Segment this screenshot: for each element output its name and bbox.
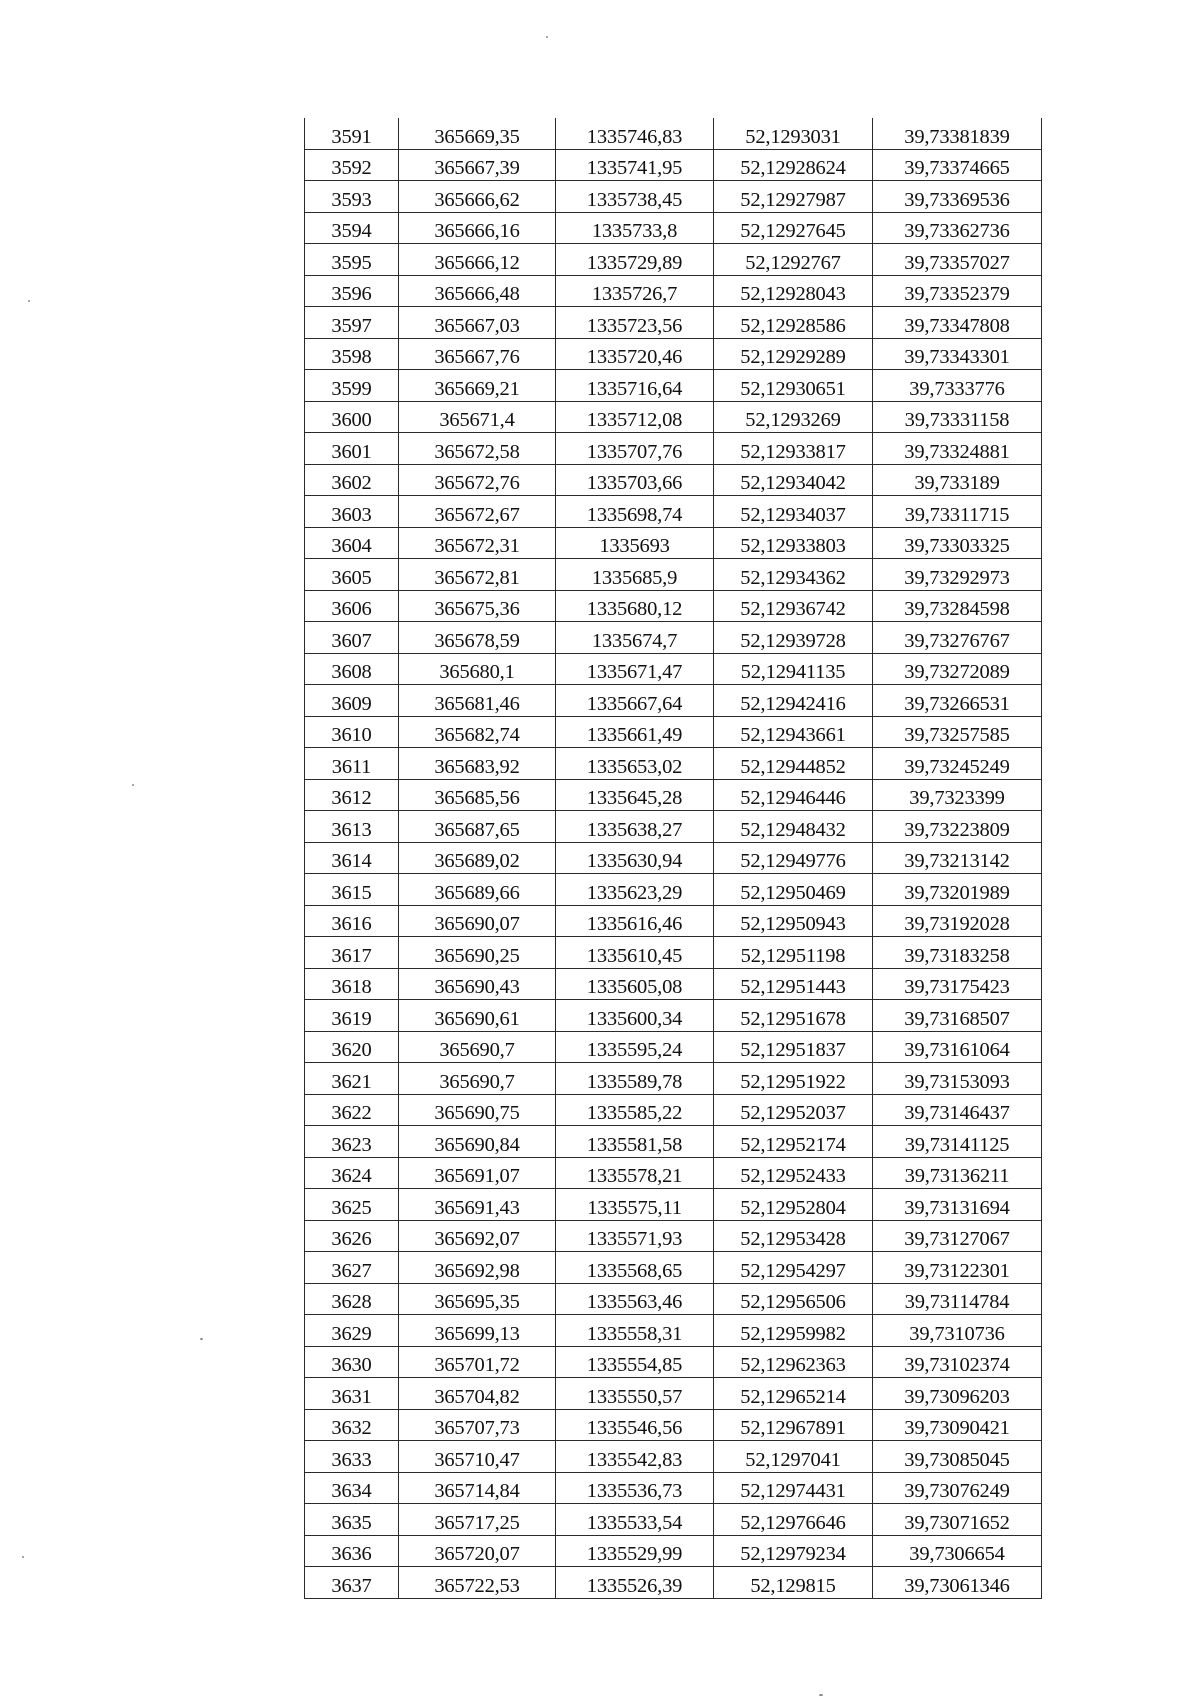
y-coordinate-cell: 1335674,7 (556, 622, 714, 654)
latitude-cell: 52,1293269 (714, 401, 873, 433)
point-number-cell: 3611 (305, 748, 399, 780)
table-row (305, 1252, 1042, 1284)
longitude-cell: 39,73357027 (873, 244, 1042, 276)
y-coordinate-cell: 1335741,95 (556, 149, 714, 181)
longitude-cell: 39,73127067 (873, 1220, 1042, 1252)
coordinate-table (304, 118, 1042, 1599)
point-number-cell: 3601 (305, 433, 399, 465)
x-coordinate-cell: 365714,84 (399, 1472, 556, 1504)
table-row (305, 905, 1042, 937)
longitude-cell: 39,7306654 (873, 1535, 1042, 1567)
table-row (305, 1315, 1042, 1347)
point-number-cell: 3631 (305, 1378, 399, 1410)
x-coordinate-cell: 365690,07 (399, 905, 556, 937)
y-coordinate-cell: 1335536,73 (556, 1472, 714, 1504)
y-coordinate-cell: 1335680,12 (556, 590, 714, 622)
x-coordinate-cell: 365680,1 (399, 653, 556, 685)
latitude-cell: 52,12941135 (714, 653, 873, 685)
point-number-cell: 3613 (305, 811, 399, 843)
y-coordinate-cell: 1335600,34 (556, 1000, 714, 1032)
table-row (305, 1283, 1042, 1315)
y-coordinate-cell: 1335595,24 (556, 1031, 714, 1063)
table-row (305, 622, 1042, 654)
x-coordinate-cell: 365666,16 (399, 212, 556, 244)
longitude-cell: 39,73284598 (873, 590, 1042, 622)
x-coordinate-cell: 365720,07 (399, 1535, 556, 1567)
table-row (305, 275, 1042, 307)
longitude-cell: 39,73374665 (873, 149, 1042, 181)
y-coordinate-cell: 1335693 (556, 527, 714, 559)
point-number-cell: 3597 (305, 307, 399, 339)
longitude-cell: 39,73090421 (873, 1409, 1042, 1441)
y-coordinate-cell: 1335554,85 (556, 1346, 714, 1378)
x-coordinate-cell: 365675,36 (399, 590, 556, 622)
latitude-cell: 52,12927987 (714, 181, 873, 213)
x-coordinate-cell: 365687,65 (399, 811, 556, 843)
y-coordinate-cell: 1335578,21 (556, 1157, 714, 1189)
latitude-cell: 52,12976646 (714, 1504, 873, 1536)
point-number-cell: 3629 (305, 1315, 399, 1347)
table-row (305, 1378, 1042, 1410)
longitude-cell: 39,73352379 (873, 275, 1042, 307)
latitude-cell: 52,12928043 (714, 275, 873, 307)
longitude-cell: 39,73223809 (873, 811, 1042, 843)
latitude-cell: 52,12954297 (714, 1252, 873, 1284)
x-coordinate-cell: 365667,39 (399, 149, 556, 181)
latitude-cell: 52,12979234 (714, 1535, 873, 1567)
latitude-cell: 52,12951837 (714, 1031, 873, 1063)
point-number-cell: 3593 (305, 181, 399, 213)
scan-speck (132, 784, 134, 786)
y-coordinate-cell: 1335623,29 (556, 874, 714, 906)
latitude-cell: 52,12952804 (714, 1189, 873, 1221)
table-row (305, 244, 1042, 276)
point-number-cell: 3621 (305, 1063, 399, 1095)
latitude-cell: 52,12956506 (714, 1283, 873, 1315)
x-coordinate-cell: 365681,46 (399, 685, 556, 717)
point-number-cell: 3612 (305, 779, 399, 811)
longitude-cell: 39,73369536 (873, 181, 1042, 213)
x-coordinate-cell: 365672,76 (399, 464, 556, 496)
table-row (305, 1346, 1042, 1378)
y-coordinate-cell: 1335703,66 (556, 464, 714, 496)
table-row (305, 1126, 1042, 1158)
table-row (305, 433, 1042, 465)
y-coordinate-cell: 1335542,83 (556, 1441, 714, 1473)
point-number-cell: 3618 (305, 968, 399, 1000)
y-coordinate-cell: 1335610,45 (556, 937, 714, 969)
latitude-cell: 52,12948432 (714, 811, 873, 843)
latitude-cell: 52,12936742 (714, 590, 873, 622)
latitude-cell: 52,1292767 (714, 244, 873, 276)
x-coordinate-cell: 365690,75 (399, 1094, 556, 1126)
x-coordinate-cell: 365691,07 (399, 1157, 556, 1189)
longitude-cell: 39,73362736 (873, 212, 1042, 244)
table-row (305, 716, 1042, 748)
longitude-cell: 39,73146437 (873, 1094, 1042, 1126)
table-row (305, 968, 1042, 1000)
longitude-cell: 39,73096203 (873, 1378, 1042, 1410)
longitude-cell: 39,73102374 (873, 1346, 1042, 1378)
table-row (305, 1031, 1042, 1063)
y-coordinate-cell: 1335630,94 (556, 842, 714, 874)
table-row (305, 1567, 1042, 1599)
point-number-cell: 3600 (305, 401, 399, 433)
x-coordinate-cell: 365667,76 (399, 338, 556, 370)
x-coordinate-cell: 365671,4 (399, 401, 556, 433)
x-coordinate-cell: 365689,66 (399, 874, 556, 906)
table-row (305, 338, 1042, 370)
longitude-cell: 39,73192028 (873, 905, 1042, 937)
latitude-cell: 52,12952037 (714, 1094, 873, 1126)
longitude-cell: 39,73347808 (873, 307, 1042, 339)
x-coordinate-cell: 365682,74 (399, 716, 556, 748)
x-coordinate-cell: 365666,12 (399, 244, 556, 276)
scan-speck (546, 36, 548, 38)
latitude-cell: 52,12934037 (714, 496, 873, 528)
y-coordinate-cell: 1335733,8 (556, 212, 714, 244)
table-row (305, 1189, 1042, 1221)
latitude-cell: 52,12959982 (714, 1315, 873, 1347)
y-coordinate-cell: 1335716,64 (556, 370, 714, 402)
x-coordinate-cell: 365717,25 (399, 1504, 556, 1536)
longitude-cell: 39,73136211 (873, 1157, 1042, 1189)
longitude-cell: 39,7333776 (873, 370, 1042, 402)
x-coordinate-cell: 365669,35 (399, 118, 556, 149)
y-coordinate-cell: 1335685,9 (556, 559, 714, 591)
point-number-cell: 3606 (305, 590, 399, 622)
latitude-cell: 52,12930651 (714, 370, 873, 402)
x-coordinate-cell: 365704,82 (399, 1378, 556, 1410)
point-number-cell: 3626 (305, 1220, 399, 1252)
table-row (305, 811, 1042, 843)
latitude-cell: 52,12928624 (714, 149, 873, 181)
point-number-cell: 3610 (305, 716, 399, 748)
latitude-cell: 52,12949776 (714, 842, 873, 874)
latitude-cell: 52,12974431 (714, 1472, 873, 1504)
y-coordinate-cell: 1335568,65 (556, 1252, 714, 1284)
y-coordinate-cell: 1335581,58 (556, 1126, 714, 1158)
x-coordinate-cell: 365690,43 (399, 968, 556, 1000)
y-coordinate-cell: 1335712,08 (556, 401, 714, 433)
latitude-cell: 52,1297041 (714, 1441, 873, 1473)
x-coordinate-cell: 365689,02 (399, 842, 556, 874)
x-coordinate-cell: 365690,25 (399, 937, 556, 969)
x-coordinate-cell: 365672,31 (399, 527, 556, 559)
latitude-cell: 52,12943661 (714, 716, 873, 748)
x-coordinate-cell: 365690,7 (399, 1031, 556, 1063)
point-number-cell: 3617 (305, 937, 399, 969)
table-row (305, 685, 1042, 717)
table-row (305, 1504, 1042, 1536)
longitude-cell: 39,7323399 (873, 779, 1042, 811)
longitude-cell: 39,73114784 (873, 1283, 1042, 1315)
table-row (305, 1220, 1042, 1252)
table-row (305, 212, 1042, 244)
table-row (305, 527, 1042, 559)
point-number-cell: 3596 (305, 275, 399, 307)
point-number-cell: 3623 (305, 1126, 399, 1158)
point-number-cell: 3591 (305, 118, 399, 149)
point-number-cell: 3603 (305, 496, 399, 528)
longitude-cell: 39,73161064 (873, 1031, 1042, 1063)
x-coordinate-cell: 365692,98 (399, 1252, 556, 1284)
y-coordinate-cell: 1335558,31 (556, 1315, 714, 1347)
x-coordinate-cell: 365690,84 (399, 1126, 556, 1158)
longitude-cell: 39,73245249 (873, 748, 1042, 780)
point-number-cell: 3635 (305, 1504, 399, 1536)
point-number-cell: 3633 (305, 1441, 399, 1473)
y-coordinate-cell: 1335671,47 (556, 653, 714, 685)
latitude-cell: 52,12951678 (714, 1000, 873, 1032)
x-coordinate-cell: 365683,92 (399, 748, 556, 780)
table-row (305, 1535, 1042, 1567)
table-row (305, 559, 1042, 591)
longitude-cell: 39,73141125 (873, 1126, 1042, 1158)
table-row (305, 464, 1042, 496)
y-coordinate-cell: 1335746,83 (556, 118, 714, 149)
y-coordinate-cell: 1335726,7 (556, 275, 714, 307)
latitude-cell: 52,12946446 (714, 779, 873, 811)
y-coordinate-cell: 1335563,46 (556, 1283, 714, 1315)
table-row (305, 937, 1042, 969)
latitude-cell: 52,12962363 (714, 1346, 873, 1378)
longitude-cell: 39,73168507 (873, 1000, 1042, 1032)
point-number-cell: 3602 (305, 464, 399, 496)
table-row (305, 874, 1042, 906)
table-row (305, 149, 1042, 181)
latitude-cell: 52,12950469 (714, 874, 873, 906)
latitude-cell: 52,12953428 (714, 1220, 873, 1252)
table-row (305, 401, 1042, 433)
y-coordinate-cell: 1335723,56 (556, 307, 714, 339)
table-row (305, 1157, 1042, 1189)
scan-speck (819, 1694, 823, 1696)
latitude-cell: 52,12934042 (714, 464, 873, 496)
latitude-cell: 52,129815 (714, 1567, 873, 1599)
table-row (305, 653, 1042, 685)
x-coordinate-cell: 365666,48 (399, 275, 556, 307)
y-coordinate-cell: 1335653,02 (556, 748, 714, 780)
y-coordinate-cell: 1335645,28 (556, 779, 714, 811)
y-coordinate-cell: 1335546,56 (556, 1409, 714, 1441)
y-coordinate-cell: 1335638,27 (556, 811, 714, 843)
longitude-cell: 39,73122301 (873, 1252, 1042, 1284)
scan-speck (28, 300, 30, 302)
longitude-cell: 39,73076249 (873, 1472, 1042, 1504)
longitude-cell: 39,73257585 (873, 716, 1042, 748)
latitude-cell: 52,12942416 (714, 685, 873, 717)
y-coordinate-cell: 1335585,22 (556, 1094, 714, 1126)
longitude-cell: 39,733189 (873, 464, 1042, 496)
x-coordinate-cell: 365701,72 (399, 1346, 556, 1378)
table-row (305, 181, 1042, 213)
y-coordinate-cell: 1335526,39 (556, 1567, 714, 1599)
point-number-cell: 3636 (305, 1535, 399, 1567)
latitude-cell: 52,12934362 (714, 559, 873, 591)
y-coordinate-cell: 1335571,93 (556, 1220, 714, 1252)
point-number-cell: 3599 (305, 370, 399, 402)
x-coordinate-cell: 365669,21 (399, 370, 556, 402)
longitude-cell: 39,73201989 (873, 874, 1042, 906)
y-coordinate-cell: 1335550,57 (556, 1378, 714, 1410)
latitude-cell: 52,12944852 (714, 748, 873, 780)
point-number-cell: 3595 (305, 244, 399, 276)
x-coordinate-cell: 365672,81 (399, 559, 556, 591)
x-coordinate-cell: 365690,61 (399, 1000, 556, 1032)
x-coordinate-cell: 365710,47 (399, 1441, 556, 1473)
point-number-cell: 3594 (305, 212, 399, 244)
point-number-cell: 3627 (305, 1252, 399, 1284)
point-number-cell: 3634 (305, 1472, 399, 1504)
point-number-cell: 3607 (305, 622, 399, 654)
latitude-cell: 52,12927645 (714, 212, 873, 244)
y-coordinate-cell: 1335661,49 (556, 716, 714, 748)
longitude-cell: 39,73331158 (873, 401, 1042, 433)
x-coordinate-cell: 365678,59 (399, 622, 556, 654)
table-row (305, 590, 1042, 622)
x-coordinate-cell: 365722,53 (399, 1567, 556, 1599)
longitude-cell: 39,73213142 (873, 842, 1042, 874)
longitude-cell: 39,73343301 (873, 338, 1042, 370)
latitude-cell: 52,1293031 (714, 118, 873, 149)
scan-speck (22, 1556, 24, 1558)
point-number-cell: 3620 (305, 1031, 399, 1063)
y-coordinate-cell: 1335738,45 (556, 181, 714, 213)
point-number-cell: 3625 (305, 1189, 399, 1221)
latitude-cell: 52,12950943 (714, 905, 873, 937)
longitude-cell: 39,73131694 (873, 1189, 1042, 1221)
latitude-cell: 52,12939728 (714, 622, 873, 654)
table-row (305, 1000, 1042, 1032)
y-coordinate-cell: 1335667,64 (556, 685, 714, 717)
x-coordinate-cell: 365690,7 (399, 1063, 556, 1095)
x-coordinate-cell: 365691,43 (399, 1189, 556, 1221)
table-row (305, 748, 1042, 780)
point-number-cell: 3628 (305, 1283, 399, 1315)
point-number-cell: 3592 (305, 149, 399, 181)
y-coordinate-cell: 1335616,46 (556, 905, 714, 937)
x-coordinate-cell: 365667,03 (399, 307, 556, 339)
longitude-cell: 39,73381839 (873, 118, 1042, 149)
table-row (305, 118, 1042, 149)
longitude-cell: 39,73085045 (873, 1441, 1042, 1473)
x-coordinate-cell: 365685,56 (399, 779, 556, 811)
y-coordinate-cell: 1335707,76 (556, 433, 714, 465)
y-coordinate-cell: 1335589,78 (556, 1063, 714, 1095)
coordinate-table-body (305, 118, 1042, 1598)
latitude-cell: 52,12929289 (714, 338, 873, 370)
latitude-cell: 52,12951198 (714, 937, 873, 969)
x-coordinate-cell: 365707,73 (399, 1409, 556, 1441)
longitude-cell: 39,73266531 (873, 685, 1042, 717)
latitude-cell: 52,12951443 (714, 968, 873, 1000)
longitude-cell: 39,73175423 (873, 968, 1042, 1000)
longitude-cell: 39,73183258 (873, 937, 1042, 969)
x-coordinate-cell: 365666,62 (399, 181, 556, 213)
longitude-cell: 39,73061346 (873, 1567, 1042, 1599)
point-number-cell: 3608 (305, 653, 399, 685)
point-number-cell: 3637 (305, 1567, 399, 1599)
point-number-cell: 3624 (305, 1157, 399, 1189)
x-coordinate-cell: 365672,58 (399, 433, 556, 465)
point-number-cell: 3622 (305, 1094, 399, 1126)
y-coordinate-cell: 1335575,11 (556, 1189, 714, 1221)
table-row (305, 1472, 1042, 1504)
x-coordinate-cell: 365695,35 (399, 1283, 556, 1315)
x-coordinate-cell: 365699,13 (399, 1315, 556, 1347)
latitude-cell: 52,12967891 (714, 1409, 873, 1441)
table-row (305, 779, 1042, 811)
x-coordinate-cell: 365672,67 (399, 496, 556, 528)
point-number-cell: 3604 (305, 527, 399, 559)
latitude-cell: 52,12933817 (714, 433, 873, 465)
table-row (305, 496, 1042, 528)
longitude-cell: 39,73272089 (873, 653, 1042, 685)
point-number-cell: 3615 (305, 874, 399, 906)
point-number-cell: 3616 (305, 905, 399, 937)
longitude-cell: 39,7310736 (873, 1315, 1042, 1347)
table-row (305, 1063, 1042, 1095)
point-number-cell: 3632 (305, 1409, 399, 1441)
x-coordinate-cell: 365692,07 (399, 1220, 556, 1252)
latitude-cell: 52,12952433 (714, 1157, 873, 1189)
y-coordinate-cell: 1335533,54 (556, 1504, 714, 1536)
point-number-cell: 3598 (305, 338, 399, 370)
point-number-cell: 3609 (305, 685, 399, 717)
longitude-cell: 39,73153093 (873, 1063, 1042, 1095)
point-number-cell: 3619 (305, 1000, 399, 1032)
table-row (305, 370, 1042, 402)
longitude-cell: 39,73276767 (873, 622, 1042, 654)
longitude-cell: 39,73292973 (873, 559, 1042, 591)
scan-speck (200, 1338, 203, 1340)
latitude-cell: 52,12933803 (714, 527, 873, 559)
y-coordinate-cell: 1335729,89 (556, 244, 714, 276)
latitude-cell: 52,12952174 (714, 1126, 873, 1158)
longitude-cell: 39,73071652 (873, 1504, 1042, 1536)
table-row (305, 307, 1042, 339)
y-coordinate-cell: 1335720,46 (556, 338, 714, 370)
latitude-cell: 52,12951922 (714, 1063, 873, 1095)
point-number-cell: 3605 (305, 559, 399, 591)
longitude-cell: 39,73311715 (873, 496, 1042, 528)
table-row (305, 842, 1042, 874)
point-number-cell: 3614 (305, 842, 399, 874)
latitude-cell: 52,12965214 (714, 1378, 873, 1410)
y-coordinate-cell: 1335698,74 (556, 496, 714, 528)
table-row (305, 1094, 1042, 1126)
table-row (305, 1409, 1042, 1441)
table-row (305, 1441, 1042, 1473)
latitude-cell: 52,12928586 (714, 307, 873, 339)
longitude-cell: 39,73324881 (873, 433, 1042, 465)
point-number-cell: 3630 (305, 1346, 399, 1378)
y-coordinate-cell: 1335605,08 (556, 968, 714, 1000)
y-coordinate-cell: 1335529,99 (556, 1535, 714, 1567)
longitude-cell: 39,73303325 (873, 527, 1042, 559)
